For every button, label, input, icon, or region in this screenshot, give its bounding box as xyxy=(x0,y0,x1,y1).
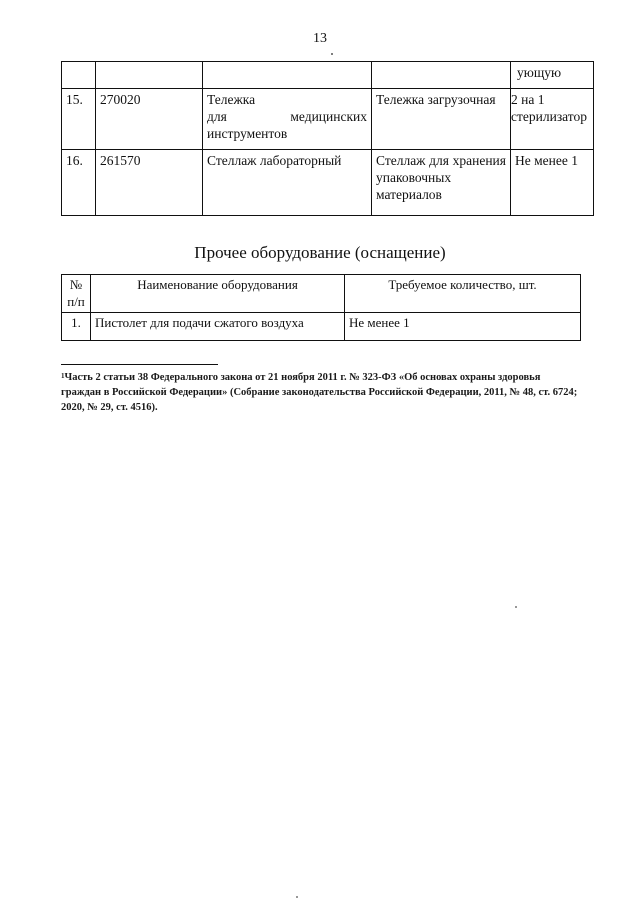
table-header-row xyxy=(62,275,581,313)
scan-speck xyxy=(515,606,517,608)
name-line: инструментов xyxy=(207,126,288,141)
row-number-cell: 1. xyxy=(62,313,91,341)
header-name: Наименование оборудования xyxy=(91,275,345,313)
footnote xyxy=(61,370,583,415)
table-row xyxy=(62,150,594,216)
page-number: 13 xyxy=(313,31,327,46)
type-cell xyxy=(372,62,511,89)
footnote-divider xyxy=(61,364,218,365)
name-cell xyxy=(203,62,372,89)
equipment-table-continued xyxy=(61,61,594,216)
footnote-marker: 1 xyxy=(61,372,65,380)
header-number: № п/п xyxy=(62,275,91,313)
row-number-cell xyxy=(62,62,96,89)
code-cell: 261570 xyxy=(96,150,203,216)
code-cell xyxy=(96,62,203,89)
type-cell: Тележка загрузочная xyxy=(372,89,511,150)
other-equipment-table xyxy=(61,274,581,341)
type-cell: Стеллаж для хранения упаковочных материалов xyxy=(372,150,511,216)
name-cell xyxy=(203,89,372,150)
table-row xyxy=(62,62,594,89)
row-number-cell: 15. xyxy=(62,89,96,150)
name-word: для xyxy=(207,109,227,124)
quantity-cell: 2 на 1 стерилизатор xyxy=(511,89,594,150)
name-cell: Пистолет для подачи сжатого воздуха xyxy=(91,313,345,341)
name-line: Тележка xyxy=(207,92,256,107)
header-quantity: Требуемое количество, шт. xyxy=(345,275,581,313)
name-cell: Стеллаж лабораторный xyxy=(203,150,372,216)
quantity-cell: Не менее 1 xyxy=(345,313,581,341)
quantity-cell: Не менее 1 xyxy=(511,150,594,216)
section-title: Прочее оборудование (оснащение) xyxy=(194,243,446,262)
name-line xyxy=(207,108,367,125)
scan-speck xyxy=(296,896,298,898)
footnote-text: Часть 2 статьи 38 Федерального закона от 21 ноября 2011 г. № 323-ФЗ «Об основах охраны здоровья граждан в Российской Федерации» (Собрание законодательства Российской Федерации, 2011, № 48, ст. 6724; 2020, № 29, ст. 4516). xyxy=(61,372,578,413)
row-number-cell: 16. xyxy=(62,150,96,216)
scan-speck xyxy=(331,53,333,55)
name-word: медицинских xyxy=(290,109,367,124)
table-row xyxy=(62,313,581,341)
quantity-cell: ующую xyxy=(511,62,594,89)
table-row xyxy=(62,89,594,150)
code-cell: 270020 xyxy=(96,89,203,150)
